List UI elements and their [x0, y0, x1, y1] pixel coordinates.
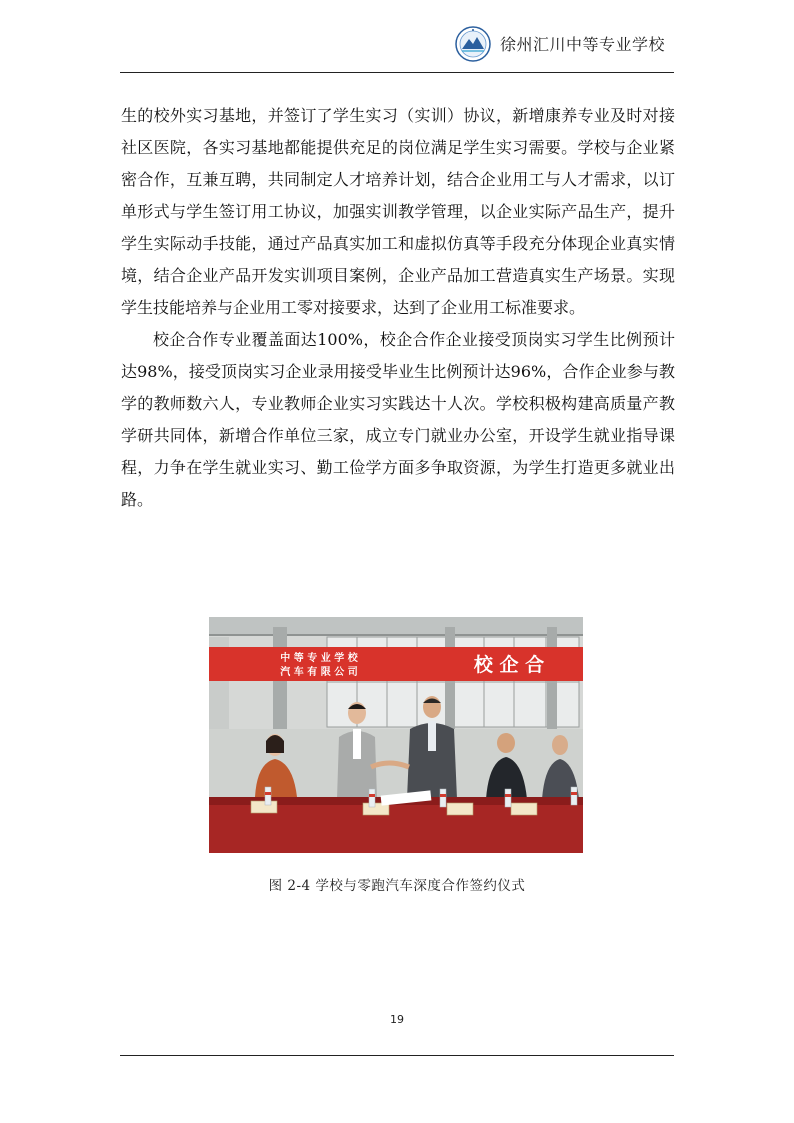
- banner-text-large: 校 企 合: [473, 654, 545, 676]
- banner-text-company: 汽 车 有 限 公 司: [280, 667, 358, 678]
- page-header: [120, 20, 674, 72]
- banner-text-school: 中 等 专 业 学 校: [280, 653, 358, 664]
- school-logo-icon: [455, 26, 491, 62]
- school-name: 徐州汇川中等专业学校: [500, 35, 666, 54]
- paragraph-continued: 生的校外实习基地，并签订了学生实习（实训）协议，新增康养专业及时对接社区医院，各实习基地都能提供充足的岗位满足学生实习需要。学校与企业紧密合作，互兼互聘，共同制定人才培养计划，结合企业用工与人才需求，以订单形式与学生签订用工协议，加强实训教学管理，以企业实际产品生产，提升学生实际动手技能，通过产品真实加工和虚拟仿真等手段充分体现企业真实情境，结合企业产品开发实训项目案例，企业产品加工营造真实生产场景。实现学生技能培养与企业用工零对接要求，达到了企业用工标准要求。: [121, 106, 675, 317]
- body-text: [121, 100, 675, 516]
- signing-ceremony-photo: [209, 617, 583, 853]
- paragraph-cooperation: 校企合作专业覆盖面达100%，校企合作企业接受顶岗实习学生比例预计达98%，接受顶岗实习企业录用接受毕业生比例预计达96%，合作企业参与教学的教师数六人，专业教师企业实习实践达十人次。学校积极构建高质量产教学研共同体，新增合作单位三家，成立专门就业办公室，开设学生就业指导课程，力争在学生就业实习、勤工俭学方面多争取资源，为学生打造更多就业出路。: [121, 330, 675, 509]
- header-rule: [120, 72, 674, 73]
- page-number: 19: [390, 1013, 404, 1026]
- figure-caption: 图 2-4 学校与零跑汽车深度合作签约仪式: [268, 878, 526, 894]
- footer-rule: [120, 1055, 674, 1056]
